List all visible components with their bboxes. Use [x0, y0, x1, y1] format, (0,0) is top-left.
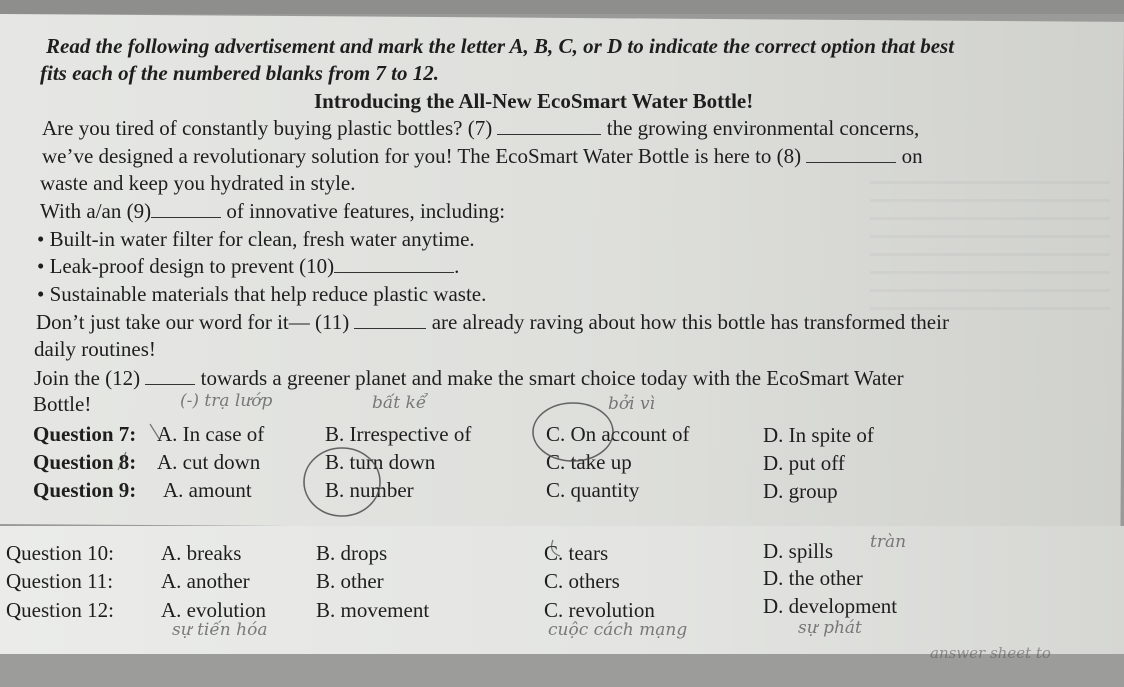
ad-text: .: [454, 254, 460, 278]
question-12-label: Question 12:: [6, 598, 114, 622]
question-7-option-d: D. In spite of: [763, 423, 874, 447]
question-8-option-b: B. turn down: [325, 450, 436, 474]
handwritten-note: (-) trạ lướp: [180, 391, 273, 411]
ad-text: With a/an (9): [40, 199, 152, 223]
blank-8: [806, 144, 896, 163]
question-10-option-a: A. breaks: [161, 541, 242, 565]
question-12-option-a: A. evolution: [161, 598, 266, 622]
question-8-option-c: C. take up: [546, 450, 632, 474]
blank-9: [151, 199, 221, 218]
ad-text: • Leak-proof design to prevent (10): [37, 254, 335, 278]
ad-title: Introducing the All-New EcoSmart Water Bottle!: [314, 89, 754, 113]
question-10-option-d: D. spills: [763, 539, 834, 563]
blank-7: [497, 116, 601, 135]
ad-bullet-2: [37, 253, 459, 279]
ad-bullet-1: • Built-in water filter for clean, fresh water anytime.: [37, 227, 475, 251]
handwritten-note: cuộc cách mạng: [548, 620, 688, 640]
question-8-option-a: A. cut down: [157, 450, 261, 474]
ad-text: of innovative features, including:: [226, 199, 506, 223]
ad-line-3: waste and keep you hydrated in style.: [40, 171, 356, 195]
question-7-option-c: C. On account of: [546, 422, 690, 446]
bleed-through-text: [870, 180, 1110, 310]
ad-line-2: [42, 143, 923, 169]
ad-line-5: [36, 309, 949, 335]
ad-line-4: [40, 198, 505, 224]
question-11-label: Question 11:: [6, 569, 114, 593]
background-top: [0, 0, 1124, 14]
ad-text: Don’t just take our word for it— (11): [36, 310, 350, 334]
handwritten-note: tràn: [870, 532, 907, 552]
handwritten-note: bất kể: [372, 393, 427, 413]
instruction-line-1: Read the following advertisement and mark the letter A, B, C, or D to indicate the correct option that best: [46, 34, 955, 58]
ad-text: are already raving about how this bottle has transformed their: [431, 310, 949, 334]
ad-line-6: daily routines!: [34, 337, 156, 361]
ad-bullet-3: • Sustainable materials that help reduce plastic waste.: [37, 282, 487, 306]
blank-11: [354, 310, 426, 329]
question-9-option-a: A. amount: [163, 478, 252, 502]
ad-line-1: [42, 115, 919, 141]
handwritten-note: sự phát: [798, 618, 862, 638]
ad-text: the growing environmental concerns,: [606, 116, 920, 140]
question-11-option-d: D. the other: [763, 566, 863, 590]
question-8-option-d: D. put off: [763, 451, 845, 475]
blank-12: [145, 366, 195, 385]
ad-text: Join the (12): [34, 366, 141, 390]
instruction-line-2: fits each of the numbered blanks from 7 to 12.: [40, 61, 440, 85]
question-7-option-b: B. Irrespective of: [325, 422, 472, 446]
blank-10: [334, 254, 454, 273]
question-9-option-b: B. number: [325, 478, 414, 502]
question-10-label: Question 10:: [6, 541, 114, 565]
ad-line-8: Bottle!: [33, 392, 92, 416]
question-11-option-b: B. other: [316, 569, 384, 593]
ad-text: Are you tired of constantly buying plastic bottles? (7): [42, 116, 493, 140]
question-11-option-a: A. another: [161, 569, 250, 593]
ad-line-7: [34, 365, 904, 391]
ad-text: towards a greener planet and make the smart choice today with the EcoSmart Water: [200, 366, 904, 390]
ad-text: on: [901, 144, 923, 168]
question-12-option-d: D. development: [763, 594, 898, 618]
handwritten-note: answer sheet to: [930, 644, 1051, 662]
question-12-option-b: B. movement: [316, 598, 430, 622]
question-10-option-b: B. drops: [316, 541, 388, 565]
handwritten-note: sự tiến hóa: [172, 620, 268, 640]
handwritten-note: bởi vì: [608, 394, 655, 414]
question-12-option-c: C. revolution: [544, 598, 655, 622]
question-9-option-c: C. quantity: [546, 478, 640, 502]
ad-text: we’ve designed a revolutionary solution for you! The EcoSmart Water Bottle is here to (8): [42, 144, 802, 168]
question-9-label: Question 9:: [33, 478, 137, 502]
question-9-option-d: D. group: [763, 479, 838, 503]
question-8-label: Question 8:: [33, 450, 137, 474]
question-11-option-c: C. others: [544, 569, 620, 593]
question-7-label: Question 7:: [33, 422, 137, 446]
question-7-option-a: A. In case of: [157, 422, 265, 446]
question-10-option-c: C. tears: [544, 541, 609, 565]
